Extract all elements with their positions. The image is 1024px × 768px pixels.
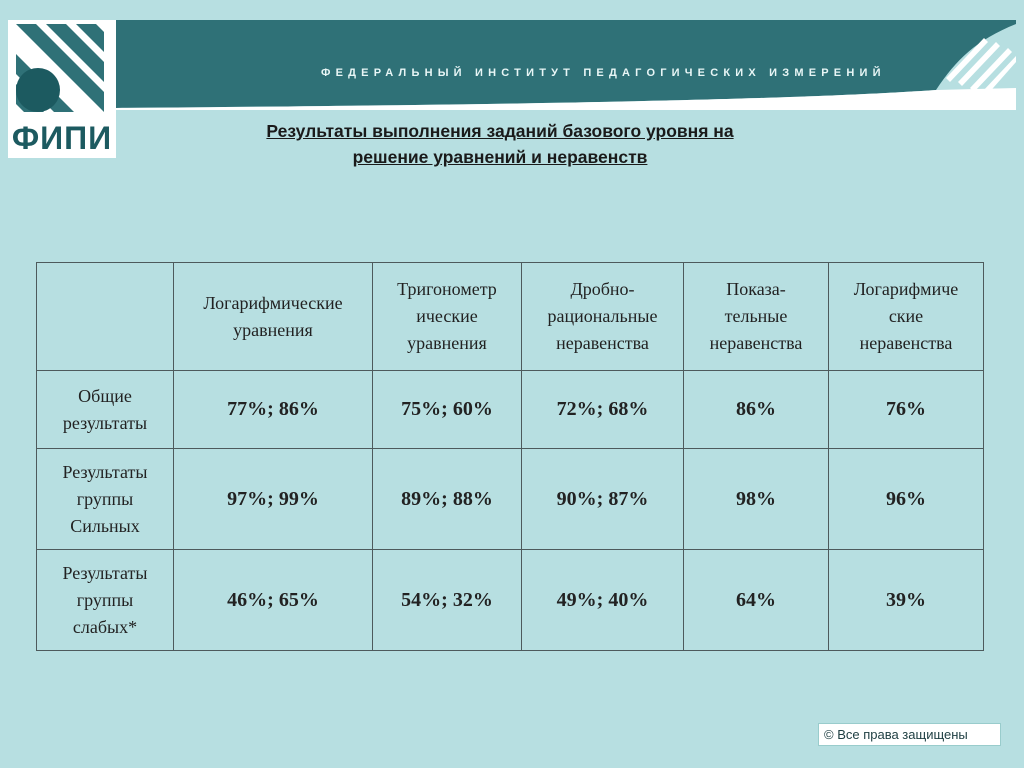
table-cell: 98% <box>684 449 829 550</box>
table-cell: 39% <box>829 550 984 651</box>
table-cell: 97%; 99% <box>174 449 373 550</box>
table-cell: 90%; 87% <box>522 449 684 550</box>
table-cell: 89%; 88% <box>373 449 522 550</box>
table-cell: 75%; 60% <box>373 371 522 449</box>
table-row <box>37 371 984 449</box>
row-label: Общие результаты <box>37 371 174 449</box>
table-cell: 96% <box>829 449 984 550</box>
table-cell: 86% <box>684 371 829 449</box>
row-label: Результаты группы Сильных <box>37 449 174 550</box>
results-table <box>36 262 984 651</box>
header-cell: Логарифмические уравнения <box>174 263 373 371</box>
fipi-logo <box>8 20 116 158</box>
title-line-2: решение уравнений и неравенств <box>352 147 648 167</box>
institute-name: ФЕДЕРАЛЬНЫЙ ИНСТИТУТ ПЕДАГОГИЧЕСКИХ ИЗМЕРЕНИЙ <box>321 67 886 79</box>
logo-text: ФИПИ <box>11 120 113 156</box>
table-cell: 54%; 32% <box>373 550 522 651</box>
title-line-1: Результаты выполнения заданий базового уровня на <box>266 121 734 141</box>
copyright-badge: © Все права защищены <box>818 723 1001 746</box>
table-row <box>37 449 984 550</box>
header-cell-empty <box>37 263 174 371</box>
header-banner <box>116 20 1016 110</box>
table-cell: 64% <box>684 550 829 651</box>
header-cell: Логарифмиче ские неравенства <box>829 263 984 371</box>
header-cell: Дробно- рациональные неравенства <box>522 263 684 371</box>
table-row <box>37 550 984 651</box>
table-cell: 77%; 86% <box>174 371 373 449</box>
banner-shape <box>116 20 1016 110</box>
header-cell: Тригонометр ические уравнения <box>373 263 522 371</box>
table-cell: 72%; 68% <box>522 371 684 449</box>
slide-title <box>130 118 870 170</box>
table-cell: 46%; 65% <box>174 550 373 651</box>
row-label: Результаты группы слабых* <box>37 550 174 651</box>
table-header-row <box>37 263 984 371</box>
header-cell: Показа- тельные неравенства <box>684 263 829 371</box>
table-cell: 49%; 40% <box>522 550 684 651</box>
table-cell: 76% <box>829 371 984 449</box>
